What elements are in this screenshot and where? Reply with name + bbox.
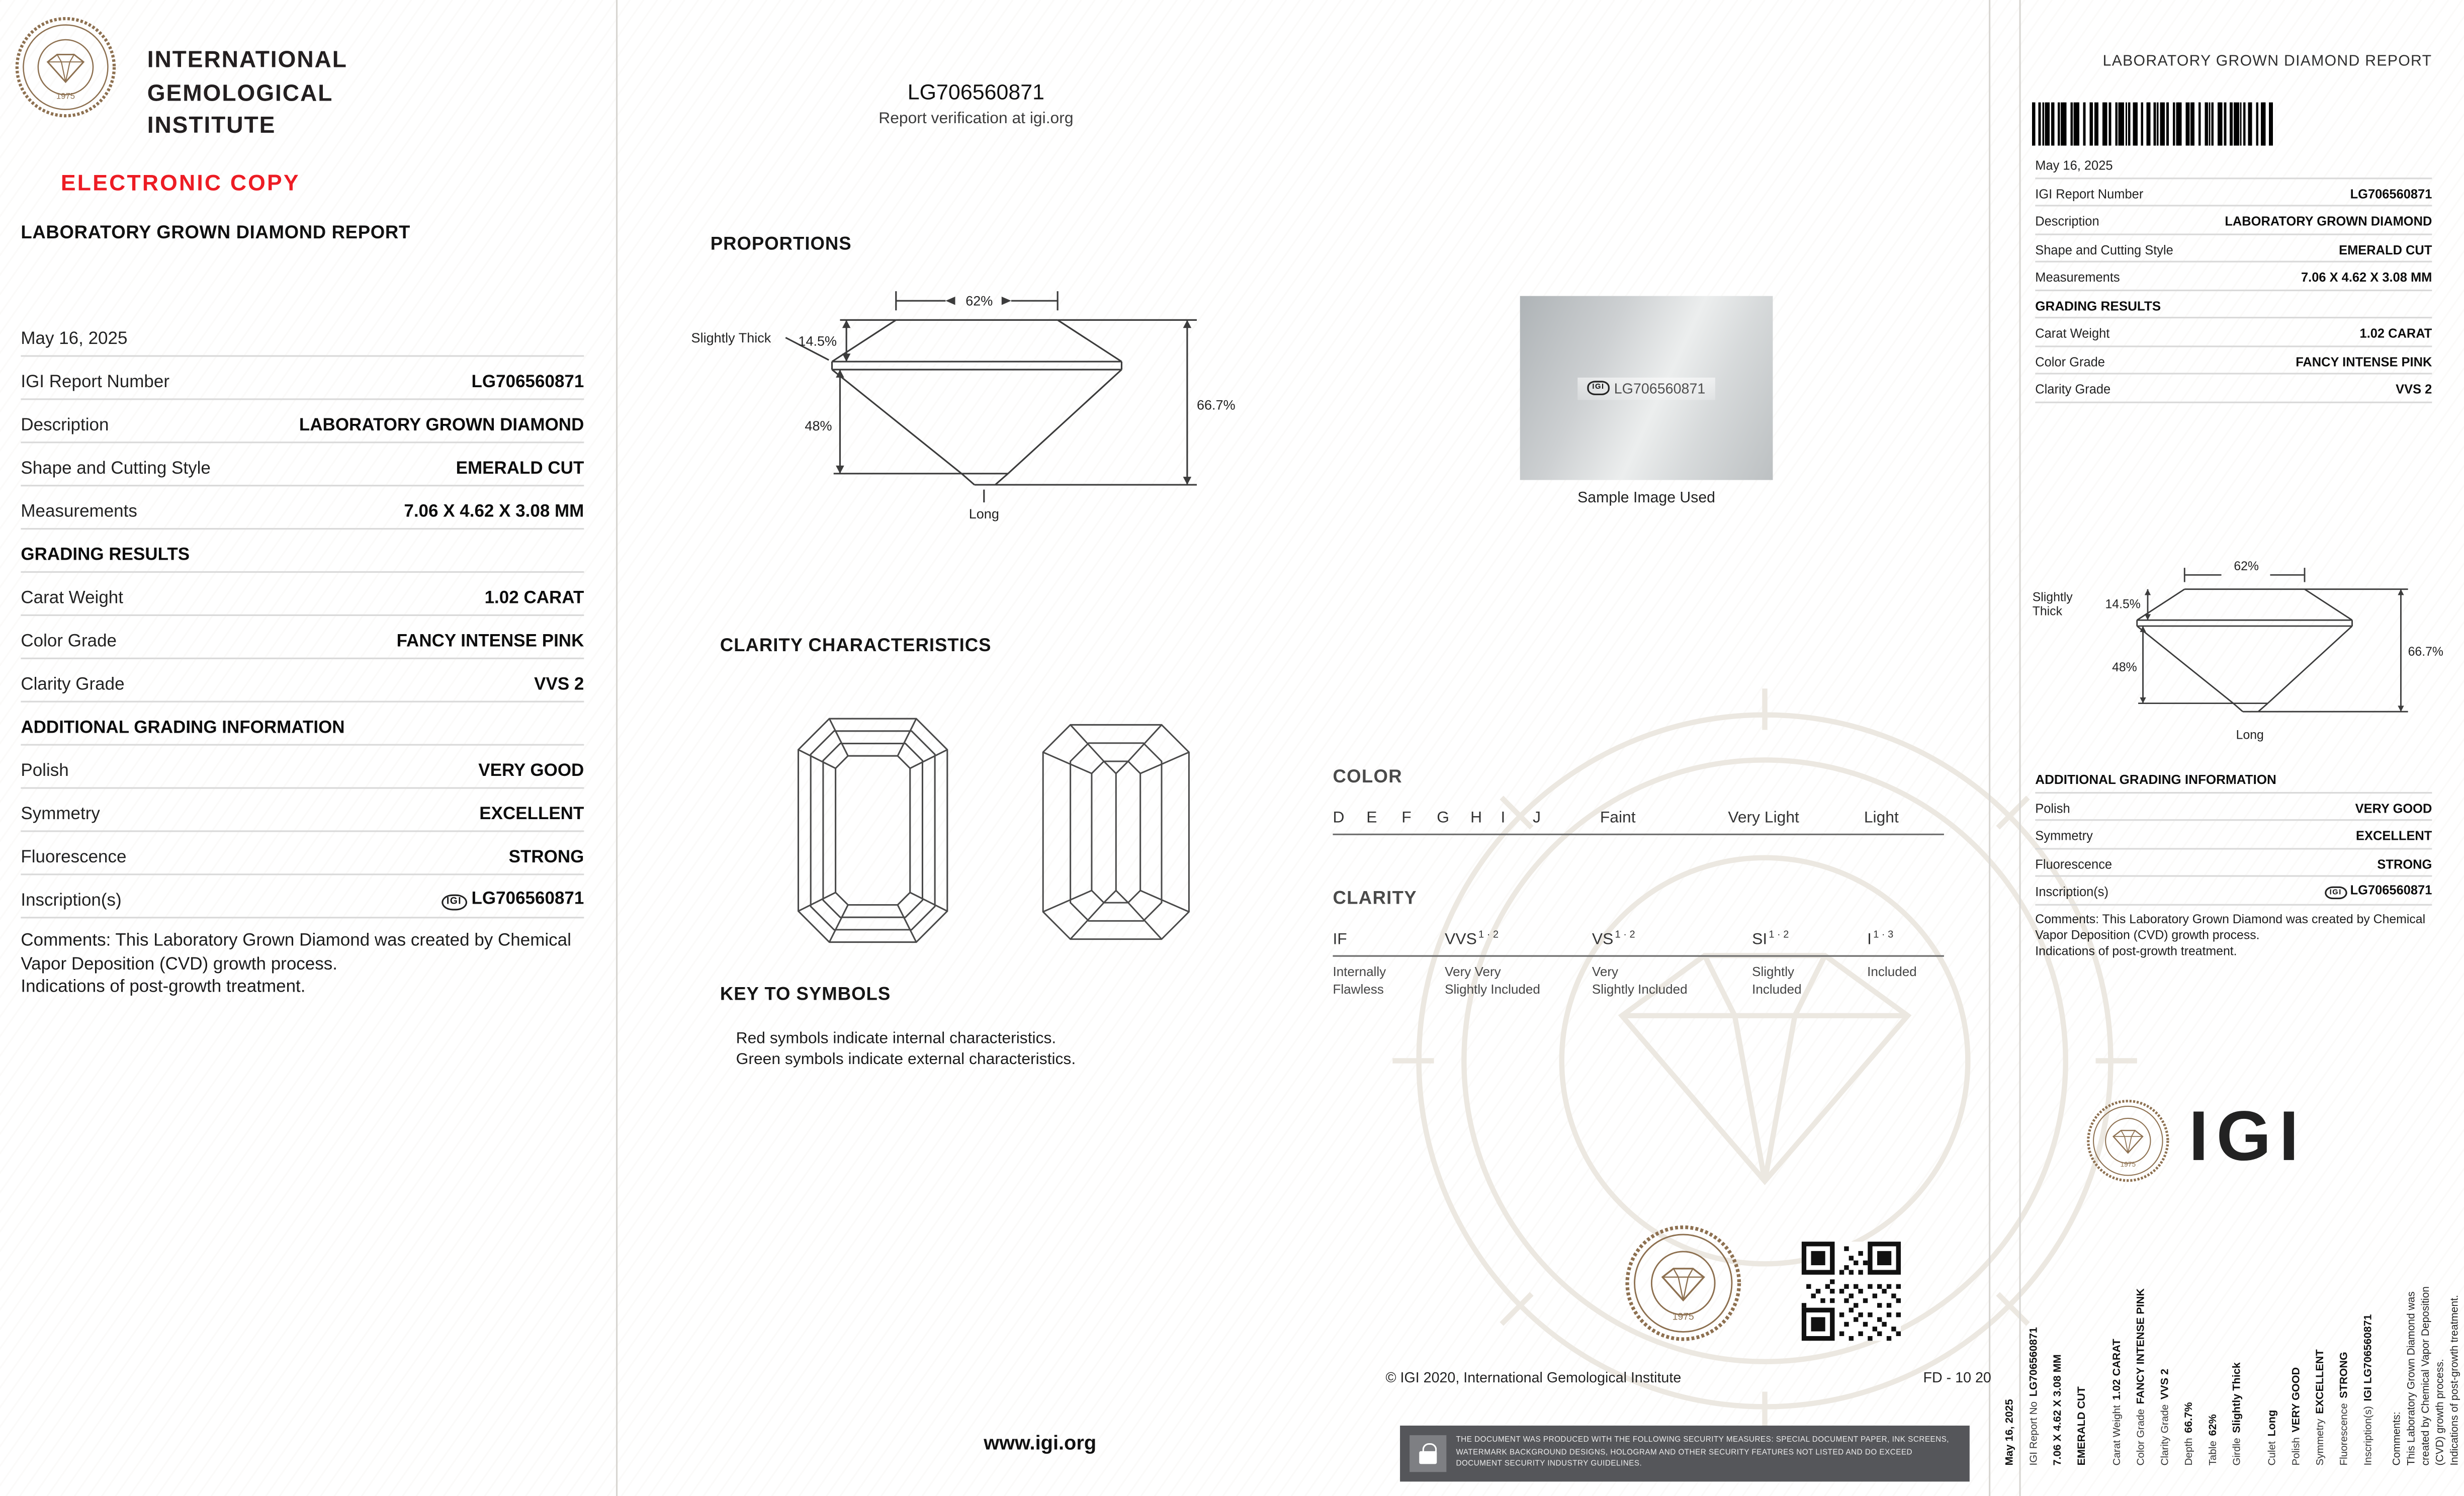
brand-line-1: INTERNATIONAL (147, 48, 347, 74)
stub-additional (2035, 765, 2432, 960)
stub-additional-heading-row (2035, 765, 2432, 793)
clarity-desc: Very (1592, 964, 1619, 980)
stub-title: LABORATORY GROWN DIAMOND REPORT (2102, 52, 2432, 70)
date-row (21, 314, 584, 357)
field-label: Color Grade (21, 632, 117, 651)
color-letter: D (1333, 809, 1345, 827)
strip-value: EXCELLENT (2315, 1349, 2327, 1414)
color-letter: H (1470, 809, 1482, 827)
strip-row (1997, 1239, 2021, 1466)
stub-field-row (2035, 179, 2432, 207)
field-label: Measurements (21, 502, 137, 522)
strip-label: Depth (2184, 1438, 2195, 1466)
clarity-scale (1333, 890, 1944, 1006)
field-value: EXCELLENT (2356, 829, 2432, 843)
field-value: 7.06 X 4.62 X 3.08 MM (404, 502, 584, 522)
inscription-number: LG706560871 (2350, 883, 2432, 897)
strip-row (2355, 1239, 2380, 1466)
strip-row (2307, 1239, 2331, 1466)
strip-row (2152, 1239, 2176, 1466)
strip-row (2259, 1239, 2283, 1466)
color-letter: F (1401, 809, 1412, 827)
color-letter: E (1366, 809, 1377, 827)
grading-heading-row (21, 530, 584, 573)
clarity-grade: VS (1592, 931, 1614, 949)
culet-label: Long (969, 506, 999, 521)
color-range: Very Light (1728, 809, 1799, 827)
strip-value: Slightly Thick (2232, 1362, 2243, 1433)
clarity-grade: VVS (1445, 931, 1477, 949)
stub-fields (2035, 150, 2432, 402)
strip-row (2104, 1239, 2128, 1466)
clarity-desc: Included (1867, 964, 1917, 980)
inscription-number: LG706560871 (1614, 380, 1706, 396)
clarity-desc: Very Very (1445, 964, 1501, 980)
clarity-desc: Slightly Included (1592, 982, 1688, 997)
comments-block (21, 930, 584, 1001)
inscription-value (2325, 883, 2432, 899)
sample-caption: Sample Image Used (1577, 489, 1716, 507)
brand-line-3: INSTITUTE (147, 114, 276, 140)
comments-text: Comments: This Laboratory Grown Diamond was created by Chemical Vapor Deposition (CVD) growth process. (2035, 911, 2426, 942)
culet-label: Long (2236, 728, 2264, 742)
table-percent: 62% (2234, 559, 2259, 573)
strip-label: Girdle (2232, 1438, 2243, 1466)
sample-photo (1520, 296, 1773, 480)
field-value: FANCY INTENSE PINK (396, 632, 584, 651)
clarity-heading: CLARITY (1333, 890, 1417, 909)
field-label: IGI Report Number (2035, 186, 2144, 201)
strip-label: Color Grade (2136, 1409, 2147, 1466)
clarity-desc: Slightly (1752, 964, 1795, 980)
depth-percent: 66.7% (2408, 645, 2443, 659)
field-value: VERY GOOD (2355, 801, 2432, 816)
inscription-number: LG706560871 (471, 890, 584, 909)
strip-value: IGI LG706560871 (2363, 1314, 2374, 1401)
field-row (21, 573, 584, 616)
strip-value: STRONG (2339, 1352, 2351, 1398)
field-row (21, 789, 584, 832)
strip-row (2069, 1239, 2093, 1466)
field-label: Description (2035, 214, 2099, 229)
field-value: LG706560871 (2350, 186, 2432, 201)
clarity-diagram-crown (795, 715, 950, 945)
field-label: Symmetry (21, 805, 100, 824)
brand-line-2: GEMOLOGICAL (147, 80, 333, 107)
color-range: Light (1864, 809, 1899, 827)
comments-text: Comments: This Laboratory Grown Diamond was created by Chemical Vapor Deposition (CVD) growth process. (21, 931, 571, 974)
strip-comment-line: (CVD) growth process. (2435, 1359, 2446, 1466)
qr-code (1802, 1242, 1901, 1341)
girdle-label: Slightly (2032, 590, 2073, 604)
strip-value: 7.06 X 4.62 X 3.08 MM (2053, 1354, 2064, 1466)
strip-row (2331, 1239, 2355, 1466)
field-label: Fluorescence (21, 848, 127, 867)
igi-logo-glyph: IGI (442, 895, 466, 911)
field-label: Measurements (2035, 270, 2120, 285)
strip-row (2045, 1239, 2069, 1466)
table-percent: 62% (965, 293, 993, 309)
girdle-inscription (1578, 377, 1715, 399)
security-text: THE DOCUMENT WAS PRODUCED WITH THE FOLLOWING SECURITY MEASURES: SPECIAL DOCUMENT PAPER, INK SCREENS, WATERMARK BACKGROUND DESIGNS, HOLOGRAM AND OTHER SECURITY FEATURES NOT LISTED AND DO EXCEED DOCUMENT SECURITY INDUSTRY GUIDELINES. (1456, 1437, 1950, 1469)
clarity-characteristics-heading: CLARITY CHARACTERISTICS (720, 637, 992, 656)
field-value: VVS 2 (534, 675, 584, 694)
field-label: Carat Weight (2035, 326, 2110, 341)
stub-field-row (2035, 375, 2432, 403)
additional-heading: ADDITIONAL GRADING INFORMATION (21, 718, 345, 738)
proportions-heading: PROPORTIONS (710, 235, 852, 254)
field-value: EMERALD CUT (456, 459, 584, 479)
center-header (688, 80, 1264, 128)
stub-date: May 16, 2025 (2035, 158, 2113, 173)
igi-seal-stamp (1622, 1222, 1744, 1344)
igi-logo-glyph: IGI (1588, 381, 1609, 395)
clarity-desc: Internally (1333, 964, 1386, 980)
color-letter: G (1437, 809, 1450, 827)
field-label: Clarity Grade (2035, 382, 2111, 397)
seal-year: 1975 (1672, 1311, 1694, 1323)
strip-value: VVS 2 (2160, 1368, 2171, 1400)
field-value: 1.02 CARAT (484, 588, 584, 608)
field-row (21, 357, 584, 400)
strip-value: FANCY INTENSE PINK (2136, 1288, 2147, 1404)
strip-label: Inscription(s) (2363, 1406, 2374, 1466)
field-label: Polish (21, 761, 69, 781)
field-value: EMERALD CUT (2339, 242, 2432, 257)
strip-label: Clarity Grade (2160, 1404, 2171, 1466)
field-value: EXCELLENT (479, 805, 584, 824)
strip-value: 62% (2208, 1414, 2220, 1436)
website: www.igi.org (984, 1432, 1097, 1455)
strip-value: Long (2267, 1410, 2278, 1437)
stub-proportions-diagram (2027, 549, 2456, 757)
clarity-desc: Flawless (1333, 982, 1384, 997)
seal-year: 1975 (2120, 1161, 2136, 1169)
field-row (21, 659, 584, 702)
lock-icon (1410, 1435, 1446, 1472)
strip-label: Culet (2267, 1441, 2278, 1466)
stub-field-row (2035, 234, 2432, 262)
clarity-grade-sup: 1 · 3 (1873, 929, 1894, 941)
stub-field-row (2035, 346, 2432, 375)
stub-divider-outer (1989, 0, 1990, 1496)
clarity-desc: Slightly Included (1445, 982, 1540, 997)
field-label: Color Grade (2035, 354, 2105, 369)
clarity-grade: I (1867, 931, 1872, 949)
proportions-diagram (685, 266, 1261, 546)
pavilion-percent: 48% (805, 418, 832, 433)
color-range: Faint (1600, 809, 1636, 827)
field-value: 7.06 X 4.62 X 3.08 MM (2301, 270, 2432, 285)
key-to-symbols-heading: KEY TO SYMBOLS (720, 985, 891, 1005)
key-line-external: Green symbols indicate external characteristics. (736, 1051, 1076, 1069)
field-label: Symmetry (2035, 829, 2093, 843)
grading-heading: GRADING RESULTS (21, 546, 190, 565)
field-value: VVS 2 (2396, 382, 2432, 397)
clarity-grade-sup: 1 · 2 (1615, 929, 1635, 941)
stub-field-row (2035, 821, 2432, 849)
strip-comment-line: Indications of post-growth treatment. (2449, 1295, 2461, 1466)
field-row (21, 443, 584, 486)
field-label: Clarity Grade (21, 675, 125, 694)
girdle-label: Thick (2032, 604, 2062, 619)
field-row (21, 746, 584, 789)
strip-value: 66.7% (2184, 1402, 2195, 1433)
strip-label: IGI Report No (2029, 1401, 2040, 1466)
strip-value: EMERALD CUT (2077, 1386, 2088, 1466)
clarity-grade: SI (1752, 931, 1768, 949)
strip-row (2224, 1239, 2248, 1466)
stub-inscription-row (2035, 877, 2432, 905)
field-value: LABORATORY GROWN DIAMOND (2225, 214, 2432, 229)
field-label: Inscription(s) (21, 891, 122, 911)
clarity-grade-sup: 1 · 2 (1478, 929, 1499, 941)
comments-text-2: Indications of post-growth treatment. (21, 978, 306, 998)
center-report-number: LG706560871 (907, 80, 1045, 104)
pavilion-percent: 48% (2112, 660, 2137, 674)
field-label: IGI Report Number (21, 373, 170, 392)
strip-label: Table (2208, 1441, 2220, 1466)
comments-text-2: Indications of post-growth treatment. (2035, 944, 2237, 959)
strip-row (2176, 1239, 2200, 1466)
strip-comments (2391, 1239, 2462, 1466)
igi-seal-logo (13, 15, 118, 120)
electronic-copy-label: ELECTRONIC COPY (60, 169, 300, 196)
field-value: LG706560871 (471, 373, 584, 392)
clarity-grade-sup: 1 · 2 (1769, 929, 1789, 941)
color-scale-row (1333, 797, 1944, 835)
igi-logo-glyph: IGI (2325, 886, 2346, 899)
strip-value: 1.02 CARAT (2112, 1339, 2124, 1400)
crown-percent: 14.5% (2105, 597, 2141, 611)
clarity-grade: IF (1333, 931, 1347, 949)
report-date: May 16, 2025 (21, 329, 128, 349)
left-panel-divider (616, 0, 618, 1496)
stub-igi-seal (2085, 1098, 2171, 1184)
clarity-desc: Included (1752, 982, 1802, 997)
stub-field-row (2035, 262, 2432, 291)
field-row (21, 486, 584, 530)
field-value: 1.02 CARAT (2359, 326, 2432, 341)
strip-comment-line: Comments: (2392, 1412, 2404, 1466)
stub-side-strip (1997, 1239, 2462, 1466)
field-value: STRONG (508, 848, 584, 867)
verification-note: Report verification at igi.org (878, 110, 1074, 128)
field-label: Shape and Cutting Style (2035, 242, 2173, 257)
field-label: Inscription(s) (2035, 885, 2108, 900)
security-bar (1400, 1426, 1970, 1481)
field-label: Fluorescence (2035, 856, 2113, 871)
strip-label: Polish (2291, 1437, 2303, 1466)
field-row (21, 616, 584, 659)
field-label: Carat Weight (21, 588, 123, 608)
barcode (2032, 103, 2275, 146)
strip-label: Fluorescence (2339, 1403, 2351, 1466)
grading-heading: GRADING RESULTS (2035, 298, 2161, 313)
color-heading: COLOR (1333, 768, 1402, 787)
additional-heading: ADDITIONAL GRADING INFORMATION (2035, 772, 2276, 787)
field-label: Description (21, 416, 109, 435)
inscription-row (21, 875, 584, 918)
stub-field-row (2035, 318, 2432, 346)
field-label: Shape and Cutting Style (21, 459, 211, 479)
strip-label: Carat Weight (2112, 1405, 2124, 1466)
copyright: © IGI 2020, International Gemological Institute (1385, 1369, 1682, 1386)
igi-wordmark: IGI (2188, 1097, 2307, 1176)
field-value: LABORATORY GROWN DIAMOND (299, 416, 584, 435)
color-letter: J (1533, 809, 1541, 827)
field-value: VERY GOOD (478, 761, 584, 781)
stub-field-row (2035, 206, 2432, 234)
strip-row (2283, 1239, 2307, 1466)
clarity-diagram-pavilion (1040, 719, 1192, 946)
strip-label: Symmetry (2315, 1419, 2327, 1466)
field-row (21, 832, 584, 875)
stub-comments (2035, 911, 2432, 960)
clarity-descriptions (1333, 965, 1944, 1007)
field-value: FANCY INTENSE PINK (2296, 354, 2432, 369)
stub-field-row (2035, 849, 2432, 877)
key-line-internal: Red symbols indicate internal characteristics. (736, 1030, 1057, 1048)
field-value: STRONG (2377, 856, 2432, 871)
strip-value: VERY GOOD (2291, 1367, 2303, 1433)
stub-date-row (2035, 150, 2432, 179)
strip-comment-line: This Laboratory Grown Diamond was (2406, 1291, 2418, 1466)
left-report-panel (21, 314, 584, 1001)
strip-row (2021, 1239, 2045, 1466)
color-scale (1333, 768, 1944, 835)
stub-field-row (2035, 793, 2432, 821)
brand-name (147, 45, 347, 143)
clarity-scale-row (1333, 918, 1944, 956)
strip-row (2128, 1239, 2152, 1466)
field-label: Polish (2035, 801, 2070, 816)
doc-code: FD - 10 20 (1923, 1369, 1991, 1386)
strip-comment-line: created by Chemical Vapor Deposition (2421, 1286, 2432, 1466)
girdle-label: Slightly Thick (691, 330, 771, 345)
depth-percent: 66.7% (1196, 397, 1236, 413)
color-letter: I (1501, 809, 1506, 827)
strip-value: May 16, 2025 (2004, 1399, 2016, 1466)
inscription-value (442, 890, 584, 910)
additional-heading-row (21, 702, 584, 746)
strip-value: LG706560871 (2029, 1327, 2040, 1397)
report-title: LABORATORY GROWN DIAMOND REPORT (21, 224, 410, 243)
strip-row (2200, 1239, 2224, 1466)
field-row (21, 400, 584, 443)
crown-percent: 14.5% (798, 333, 837, 349)
seal-year: 1975 (56, 91, 75, 101)
stub-grading-heading-row (2035, 290, 2432, 318)
